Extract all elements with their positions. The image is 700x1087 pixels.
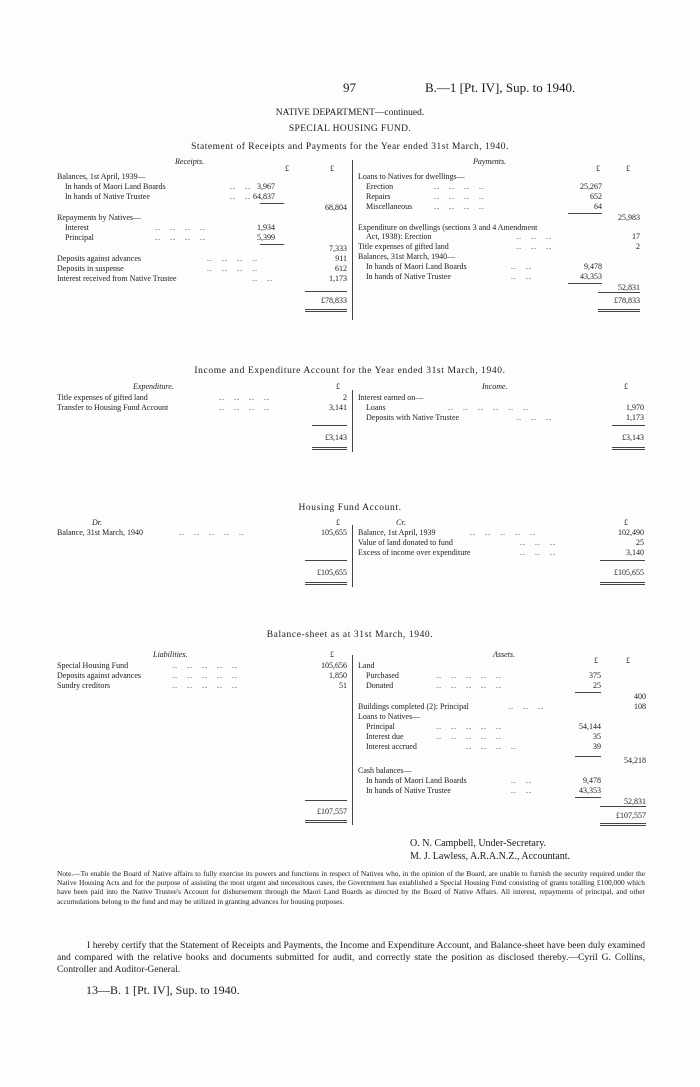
ledger-row: 52,831 [618, 283, 640, 292]
total-row: £105,655 [614, 568, 644, 577]
ledger-row: Repayments by Natives— [57, 213, 141, 222]
currency-symbol: £ [594, 656, 598, 665]
total-row: £78,833 [614, 296, 640, 305]
total-row: £78,833 [321, 296, 347, 305]
housing-title: Housing Fund Account. [298, 503, 402, 513]
signature-accountant: M. J. Lawless, A.R.A.N.Z., Accountant. [410, 851, 570, 862]
currency-symbol: £ [330, 650, 334, 659]
currency-symbol: £ [596, 164, 600, 173]
ledger-row: Balance, 1st April, 1939 .. .. .. .. .. 102,490 [358, 528, 644, 537]
ledger-row: In hands of Native Trustee .. .. 64,837 [65, 192, 275, 201]
ledger-row: Buildings completed (2): Principal .. .. .. 108 [358, 702, 646, 711]
ledger-row: Title expenses of gifted land .. .. .. .. 2 [57, 393, 347, 402]
audit-certificate: I hereby certify that the Statement of Receipts and Payments, the Income and Expenditure Account, and Balance-sheet have been duly examined and compared with the relative books and documents submitted for audit, and correctly state the position as disclosed thereby.—Cyril G. Collins, Controller and Auditor-General. [57, 940, 645, 975]
ledger-row: Expenditure on dwellings (sections 3 and 4 Amendment [358, 223, 538, 232]
currency-symbol: £ [336, 518, 340, 527]
ledger-row: 7,333 [329, 244, 347, 253]
total-row: £105,655 [317, 568, 347, 577]
ledger-row: 25,983 [618, 213, 640, 222]
ledger-row: Value of land donated to fund .. .. .. 25 [358, 538, 644, 547]
ledger-row: Donated .. .. .. .. .. 25 [366, 681, 601, 690]
ledger-row: Purchased .. .. .. .. .. 375 [366, 671, 601, 680]
ledger-row: Interest due .. .. .. .. .. 35 [366, 732, 601, 741]
ledger-row: Interest accrued .. .. .. .. 39 [366, 742, 601, 751]
ledger-row: 68,804 [325, 203, 347, 212]
ledger-row: In hands of Native Trustee .. .. 43,353 [366, 272, 602, 281]
fund-title: SPECIAL HOUSING FUND. [288, 124, 412, 134]
expenditure-heading: Expenditure. [133, 382, 174, 391]
total-row: £3,143 [325, 433, 347, 442]
ledger-row: In hands of Native Trustee .. .. 43,353 [366, 786, 601, 795]
liabilities-heading: Liabilities. [153, 650, 188, 659]
currency-symbol: £ [336, 382, 340, 391]
ledger-row: Balances, 1st April, 1939— [57, 172, 146, 181]
currency-symbol: £ [626, 164, 630, 173]
ledger-row: Transfer to Housing Fund Account .. .. .. .. 3,141 [57, 403, 347, 412]
ledger-row: Miscellaneous .. .. .. .. 64 [366, 202, 602, 211]
explanatory-note: Note.—To enable the Board of Native affairs to fully exercise its powers and functions in respect of Natives who, in the opinion of the Board, are unable to furnish the security required under the Native Housing Acts and for the purpose of assisting the most urgent and necessitous cases, the Government has established a Special Housing Fund consisting of grants totalling £100,000 which have been paid into the Native Trustee's Account for disbursement through the Maori Land Boards as directed by the Board of Native Affairs. All interest, repayments of principal, and other accumulations belong to the fund and may be utilized in granting advances for housing purposes. [57, 869, 645, 906]
signature-under-secretary: O. N. Campbell, Under-Secretary. [410, 838, 547, 849]
footer-reference: 13—B. 1 [Pt. IV], Sup. to 1940. [86, 983, 240, 997]
currency-symbol: £ [285, 164, 289, 173]
ledger-row: Deposits against advances .. .. .. .. .. 1,850 [57, 671, 347, 680]
ledger-row: Interest earned on— [358, 393, 424, 402]
ledger-row: Repairs .. .. .. .. 652 [366, 192, 602, 201]
receipts-heading: Receipts. [175, 157, 205, 166]
currency-symbol: £ [624, 382, 628, 391]
ledger-row: Balance, 31st March, 1940 .. .. .. .. .. 105,655 [57, 528, 347, 537]
currency-symbol: £ [330, 164, 334, 173]
ledger-row: Erection .. .. .. .. 25,267 [366, 182, 602, 191]
total-row: £107,557 [317, 807, 347, 816]
department-title: NATIVE DEPARTMENT—continued. [275, 108, 425, 118]
payments-heading: Payments. [473, 157, 507, 166]
total-row: £107,557 [616, 811, 646, 820]
ledger-row: 54,218 [624, 756, 646, 765]
ledger-row: Deposits with Native Trustee .. .. .. 1,173 [366, 413, 644, 422]
currency-symbol: £ [624, 518, 628, 527]
ledger-row: Balances, 31st March, 1940— [358, 252, 456, 261]
debit-heading: Dr. [92, 518, 103, 527]
ledger-row: Interest .. .. .. .. 1,934 [65, 223, 275, 232]
ledger-row: Title expenses of gifted land .. .. .. 2 [358, 242, 640, 251]
ledger-row: Act, 1938): Erection .. .. .. 17 [366, 232, 640, 241]
ledger-row: In hands of Maori Land Boards .. .. 3,967 [65, 182, 275, 191]
assets-heading: Assets. [493, 650, 515, 659]
ledger-row: In hands of Maori Land Boards .. .. 9,478 [366, 262, 602, 271]
total-row: £3,143 [622, 433, 644, 442]
ledger-row: Cash balances— [358, 766, 412, 775]
statement-title: Statement of Receipts and Payments for the Year ended 31st March, 1940. [191, 142, 509, 152]
ledger-row: Deposits in suspense .. .. .. .. 612 [57, 264, 347, 273]
credit-heading: Cr. [396, 518, 406, 527]
ledger-row: Sundry creditors .. .. .. .. .. 51 [57, 681, 347, 690]
ledger-row: Interest received from Native Trustee .. .. 1,173 [57, 274, 347, 283]
currency-symbol: £ [626, 656, 630, 665]
balance-title: Balance-sheet as at 31st March, 1940. [266, 630, 434, 640]
ledger-row: Land [358, 661, 375, 670]
ledger-row: Special Housing Fund .. .. .. .. .. 105,656 [57, 661, 347, 670]
ledger-row: Loans .. .. .. .. .. .. 1,970 [366, 403, 644, 412]
page-number: 97 [343, 80, 356, 95]
ledger-row: 400 [634, 692, 646, 701]
document-reference: B.—1 [Pt. IV], Sup. to 1940. [425, 80, 576, 95]
ledger-row: Principal .. .. .. .. 5,399 [65, 233, 275, 242]
ledger-row: Excess of income over expenditure .. .. .. 3,140 [358, 548, 644, 557]
ledger-row: Loans to Natives— [358, 712, 421, 721]
ledger-row: Loans to Natives for dwellings— [358, 172, 465, 181]
ledger-row: Deposits against advances .. .. .. .. 911 [57, 254, 347, 263]
ledger-row: In hands of Maori Land Boards .. .. 9,478 [366, 776, 601, 785]
ledger-row: 52,831 [624, 797, 646, 806]
income-heading: Income. [482, 382, 508, 391]
ledger-row: Principal .. .. .. .. .. 54,144 [366, 722, 601, 731]
income-title: Income and Expenditure Account for the Year ended 31st March, 1940. [194, 366, 506, 376]
